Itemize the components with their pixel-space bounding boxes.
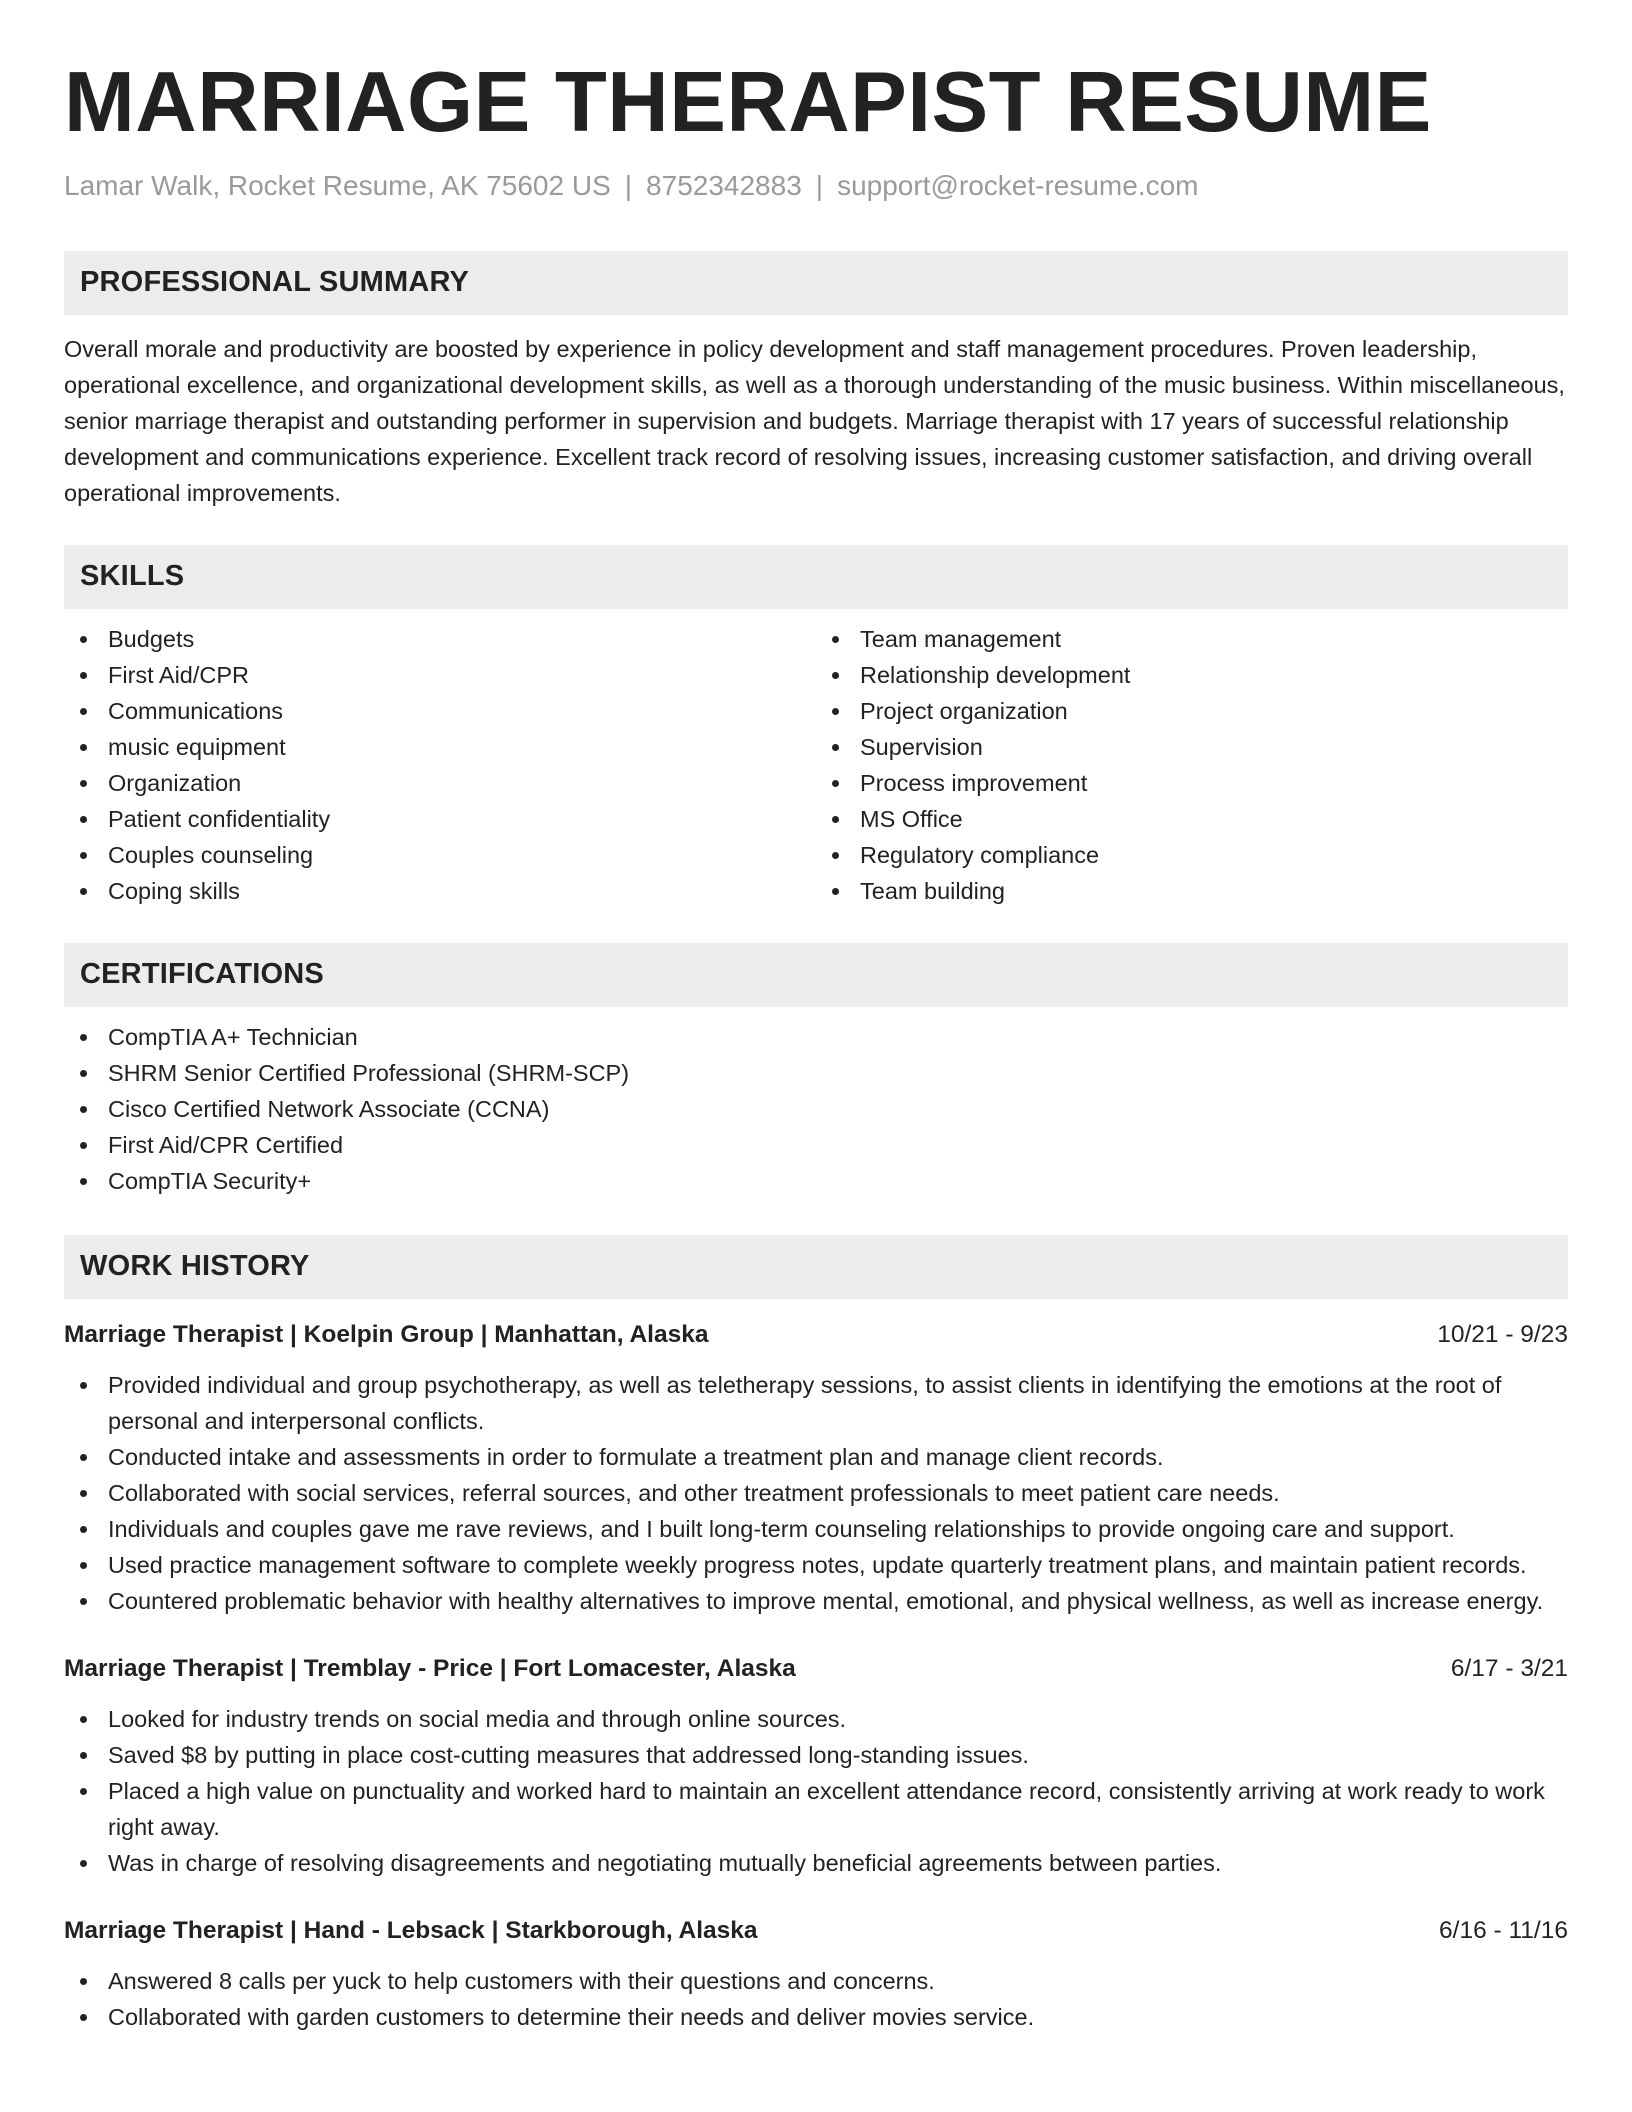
skill-item: music equipment (64, 729, 816, 765)
skill-item: MS Office (816, 801, 1568, 837)
job-bullets (64, 1367, 1568, 1619)
skill-item: Project organization (816, 693, 1568, 729)
contact-address: Lamar Walk, Rocket Resume, AK 75602 US (64, 170, 611, 202)
job-bullet: Answered 8 calls per yuck to help customers with their questions and concerns. (64, 1963, 1568, 1999)
job-bullet: Provided individual and group psychotherapy, as well as teletherapy sessions, to assist clients in identifying the emotions at the root of personal and interpersonal conflicts. (64, 1367, 1568, 1439)
skill-item: First Aid/CPR (64, 657, 816, 693)
job-dates: 6/16 - 11/16 (1439, 1916, 1568, 1944)
skill-item: Communications (64, 693, 816, 729)
skills-column-right (816, 621, 1568, 909)
skill-item: Supervision (816, 729, 1568, 765)
job-bullet: Collaborated with garden customers to determine their needs and deliver movies service. (64, 1999, 1568, 2035)
skill-item: Patient confidentiality (64, 801, 816, 837)
job-bullet: Was in charge of resolving disagreements and negotiating mutually beneficial agreements between parties. (64, 1845, 1568, 1881)
job-entry (64, 1317, 1568, 1619)
job-header (64, 1317, 1568, 1353)
job-title: Marriage Therapist | Hand - Lebsack | Starkborough, Alaska (64, 1916, 758, 1944)
contact-separator: | (624, 170, 633, 202)
section-title-work-history: WORK HISTORY (80, 1250, 310, 1283)
job-bullet: Conducted intake and assessments in order to formulate a treatment plan and manage client records. (64, 1439, 1568, 1475)
certification-item: SHRM Senior Certified Professional (SHRM-SCP) (64, 1055, 1568, 1091)
job-bullets (64, 1701, 1568, 1881)
job-bullet: Saved $8 by putting in place cost-cutting measures that addressed long-standing issues. (64, 1737, 1568, 1773)
skills-column-left (64, 621, 816, 909)
section-header-certifications (64, 943, 1568, 1007)
page-title: MARRIAGE THERAPIST RESUME (64, 55, 1432, 150)
skill-item: Process improvement (816, 765, 1568, 801)
section-title-skills: SKILLS (80, 560, 185, 593)
skill-item: Couples counseling (64, 837, 816, 873)
skill-item: Team building (816, 873, 1568, 909)
job-bullet: Placed a high value on punctuality and worked hard to maintain an excellent attendance record, consistently arriving at work ready to work right away. (64, 1773, 1568, 1845)
job-dates: 10/21 - 9/23 (1437, 1320, 1568, 1348)
job-bullet: Individuals and couples gave me rave reviews, and I built long-term counseling relationships to provide ongoing care and support. (64, 1511, 1568, 1547)
skill-item: Relationship development (816, 657, 1568, 693)
contact-email: support@rocket-resume.com (837, 170, 1199, 202)
summary-text: Overall morale and productivity are boosted by experience in policy development and staff management procedures. Proven leadership, operational excellence, and organizational development skills, as well as a thorough understanding of the music business. Within miscellaneous, senior marriage therapist and outstanding performer in supervision and budgets. Marriage therapist with 17 years of successful relationship development and communications experience. Excellent track record of resolving issues, increasing customer satisfaction, and driving overall operational improvements. (64, 335, 1565, 506)
job-header (64, 1913, 1568, 1949)
certifications-list (64, 1019, 1568, 1199)
skill-item: Budgets (64, 621, 816, 657)
skill-item: Team management (816, 621, 1568, 657)
job-bullet: Countered problematic behavior with healthy alternatives to improve mental, emotional, and physical wellness, as well as increase energy. (64, 1583, 1568, 1619)
certification-item: CompTIA Security+ (64, 1163, 1568, 1199)
job-dates: 6/17 - 3/21 (1450, 1654, 1568, 1682)
section-header-work-history (64, 1235, 1568, 1299)
certification-item: First Aid/CPR Certified (64, 1127, 1568, 1163)
job-title: Marriage Therapist | Tremblay - Price | Fort Lomacester, Alaska (64, 1654, 796, 1682)
contact-phone: 8752342883 (646, 170, 802, 202)
job-header (64, 1651, 1568, 1687)
job-entry (64, 1651, 1568, 1881)
contact-line (64, 169, 1568, 203)
skill-item: Regulatory compliance (816, 837, 1568, 873)
section-title-certifications: CERTIFICATIONS (80, 958, 324, 991)
skill-item: Organization (64, 765, 816, 801)
section-header-summary (64, 251, 1568, 315)
job-bullet: Used practice management software to complete weekly progress notes, update quarterly treatment plans, and maintain patient records. (64, 1547, 1568, 1583)
skills-list (64, 621, 1568, 909)
certification-item: CompTIA A+ Technician (64, 1019, 1568, 1055)
section-title-summary: PROFESSIONAL SUMMARY (80, 266, 470, 299)
certification-item: Cisco Certified Network Associate (CCNA) (64, 1091, 1568, 1127)
job-entry (64, 1913, 1568, 2035)
section-header-skills (64, 545, 1568, 609)
job-bullets (64, 1963, 1568, 2035)
contact-separator: | (815, 170, 824, 202)
job-bullet: Looked for industry trends on social media and through online sources. (64, 1701, 1568, 1737)
job-bullet: Collaborated with social services, referral sources, and other treatment professionals to meet patient care needs. (64, 1475, 1568, 1511)
job-title: Marriage Therapist | Koelpin Group | Manhattan, Alaska (64, 1320, 709, 1348)
skill-item: Coping skills (64, 873, 816, 909)
